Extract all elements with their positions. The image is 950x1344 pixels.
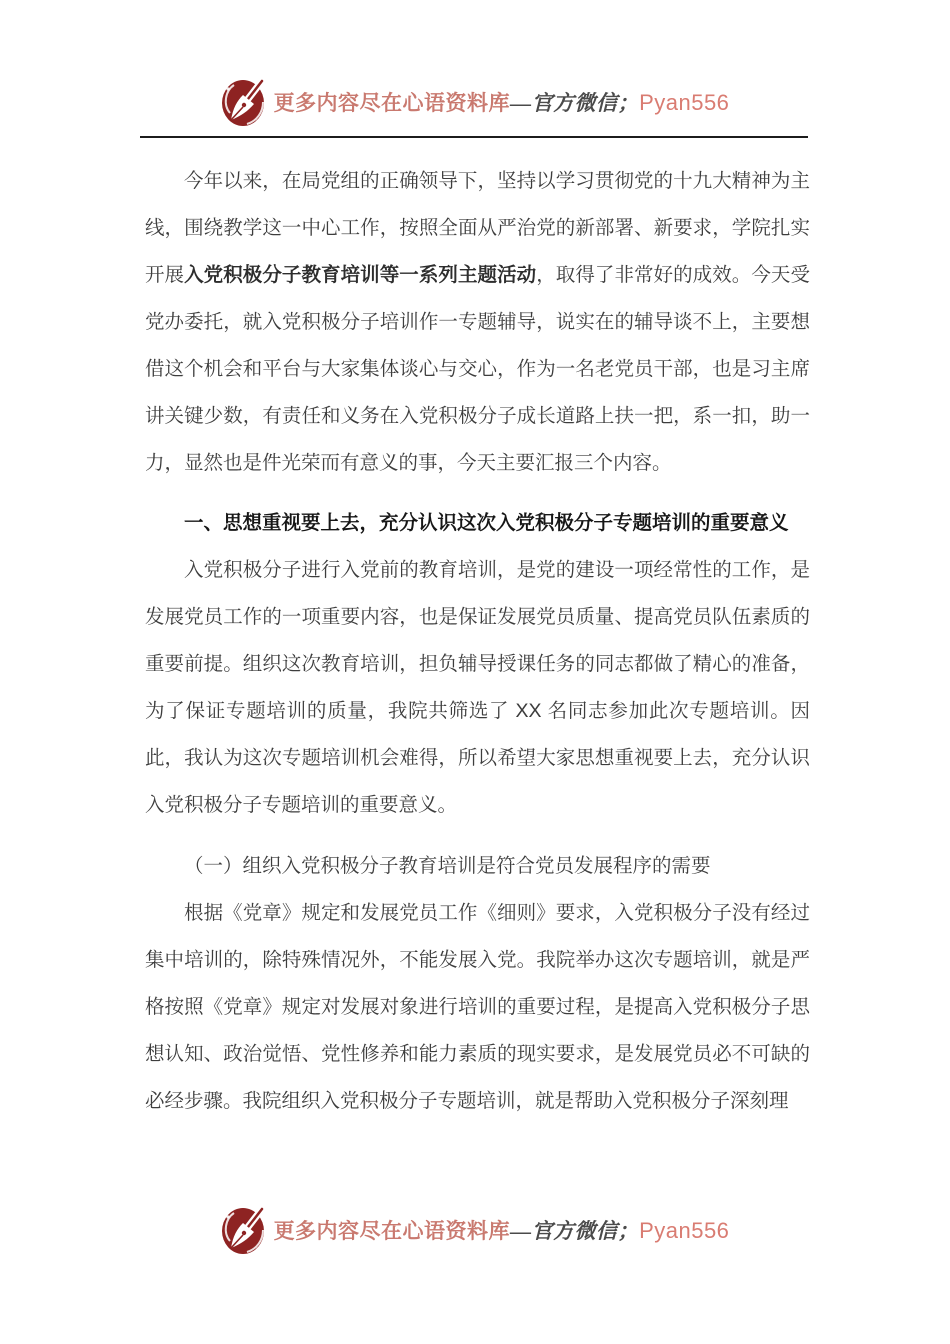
watermark-dash: — [510, 91, 532, 115]
subsection-heading-1-1: （一）组织入党积极分子教育培训是符合党员发展程序的需要 [184, 855, 711, 877]
watermark-wechat-id: Pyan556 [639, 1218, 730, 1243]
watermark-wechat-label: 官方微信； [531, 91, 640, 115]
header-divider [140, 136, 808, 138]
pen-nib-emblem-icon [221, 76, 267, 128]
watermark-dash: — [510, 1219, 532, 1243]
watermark-text [274, 87, 730, 117]
paragraph-intro [145, 158, 810, 487]
footer-watermark [0, 1204, 950, 1256]
watermark-wechat-label: 官方微信； [531, 1219, 640, 1243]
header-watermark [0, 76, 950, 128]
paragraph-subsection-1-1: 根据《党章》规定和发展党员工作《细则》要求，入党积极分子没有经过集中培训的，除特殊情况外，不能发展入党。我院举办这次专题培训，就是严格按照《党章》规定对发展对象进行培训的重要过程，是提高入党积极分子思想认知、政治觉悟、党性修养和能力素质的现实要求，是发展党员必不可缺的必经步骤。我院组织入党积极分子专题培训，就是帮助入党积极分子深刻理 [145, 902, 810, 1112]
watermark-site-name: 更多内容尽在心语资料库 [273, 1219, 511, 1243]
watermark-text [274, 1215, 730, 1245]
pen-nib-emblem-icon [221, 1204, 267, 1256]
paragraph-section-1: 入党积极分子进行入党前的教育培训，是党的建设一项经常性的工作，是发展党员工作的一项重要内容，也是保证发展党员质量、提高党员队伍素质的重要前提。组织这次教育培训，担负辅导授课任务的同志都做了精心的准备，为了保证专题培训的质量，我院共筛选了 XX 名同志参加此次专题培训。因此，我认为这次专题培训机会难得，所以希望大家思想重视要上去，充分认识入党积极分子专题培训的重要意义。 [145, 559, 810, 816]
paragraph-intro-pre: 今年以来，在局党组的正确领导下，坚持以学习贯彻党的十九大精神为主线，围绕教学这一中心工作，按照全面从严治党的新部署、新要求，学院扎实开展 [145, 170, 810, 286]
watermark-site-name: 更多内容尽在心语资料库 [273, 91, 511, 115]
document-body [145, 158, 810, 1125]
watermark-wechat-id: Pyan556 [639, 90, 730, 115]
paragraph-intro-post: ，取得了非常好的成效。今天受党办委托，就入党积极分子培训作一专题辅导，说实在的辅导谈不上，主要想借这个机会和平台与大家集体谈心与交心，作为一名老党员干部，也是习主席讲关键少数，有责任和义务在入党积极分子成长道路上扶一把，系一扣，助一力，显然也是件光荣而有意义的事，今天主要汇报三个内容。 [145, 264, 810, 474]
section-heading-1: 一、思想重视要上去，充分认识这次入党积极分子专题培训的重要意义 [184, 512, 789, 534]
paragraph-intro-bold-phrase: 入党积极分子教育培训等一系列主题活动 [184, 264, 537, 286]
